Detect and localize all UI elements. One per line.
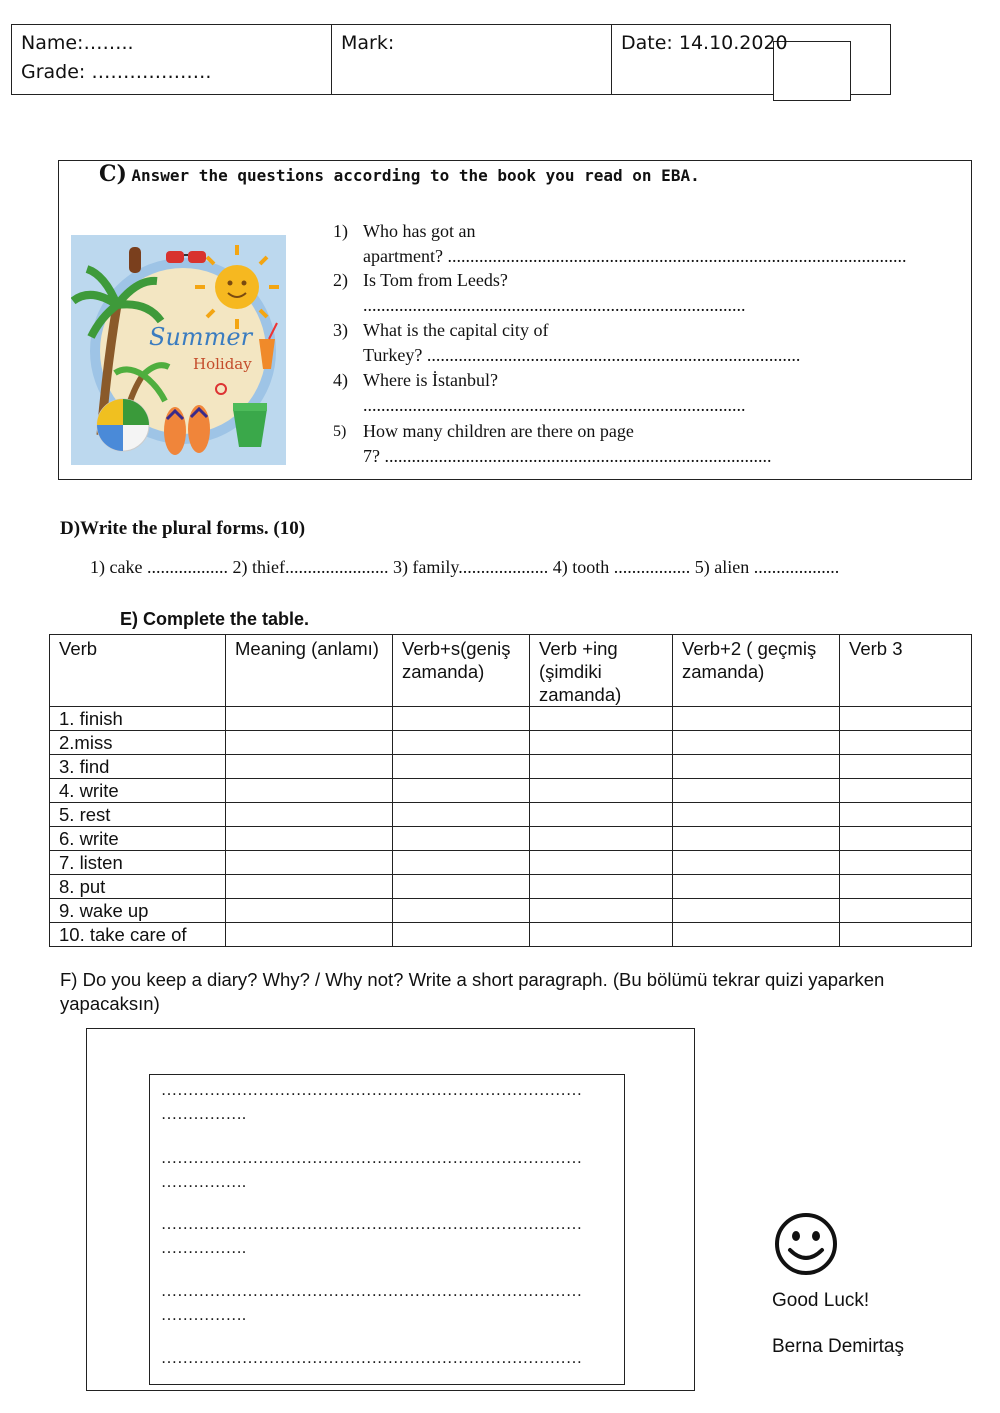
question-3-text: What is the capital city of — [363, 320, 549, 340]
writing-line[interactable]: …………………………………………………………………… — [161, 1082, 583, 1099]
question-1-number: 1) — [333, 221, 348, 241]
image-caption-holiday: Holiday — [193, 355, 252, 373]
verb-cell: 2.miss — [50, 731, 226, 755]
answer-cell[interactable] — [393, 779, 530, 803]
section-d-plural-items[interactable]: 1) cake .................. 2) thief....................... 3) family.................... 4) tooth ................. 5) alien ................... — [90, 557, 840, 577]
answer-cell[interactable] — [393, 803, 530, 827]
answer-cell[interactable] — [226, 899, 393, 923]
answer-cell[interactable] — [226, 707, 393, 731]
verb-cell: 3. find — [50, 755, 226, 779]
answer-cell[interactable] — [393, 755, 530, 779]
answer-cell[interactable] — [226, 923, 393, 947]
answer-cell[interactable] — [226, 851, 393, 875]
author-name: Berna Demirtaş — [772, 1336, 904, 1357]
answer-cell[interactable] — [840, 899, 972, 923]
grade-field[interactable]: Grade: ………………. — [21, 61, 212, 83]
answer-cell[interactable] — [530, 731, 673, 755]
verb-cell: 10. take care of — [50, 923, 226, 947]
answer-cell[interactable] — [393, 923, 530, 947]
verb-table-body — [50, 707, 972, 947]
ice-cream-icon — [129, 247, 141, 273]
answer-cell[interactable] — [226, 731, 393, 755]
answer-cell[interactable] — [840, 731, 972, 755]
answer-cell[interactable] — [530, 875, 673, 899]
verb-cell: 9. wake up — [50, 899, 226, 923]
answer-cell[interactable] — [393, 731, 530, 755]
answer-cell[interactable] — [530, 755, 673, 779]
question-4-answer-line[interactable]: ..................................................................................... — [363, 395, 746, 415]
answer-cell[interactable] — [840, 779, 972, 803]
verb-cell: 8. put — [50, 875, 226, 899]
answer-cell[interactable] — [530, 827, 673, 851]
answer-cell[interactable] — [530, 779, 673, 803]
verb-table-row — [50, 707, 972, 731]
good-luck-text: Good Luck! — [772, 1290, 870, 1311]
answer-cell[interactable] — [226, 755, 393, 779]
beach-ball-icon — [97, 399, 149, 451]
verb-table-header-row — [50, 635, 972, 707]
section-c-letter: C) — [99, 161, 127, 187]
section-c-instruction: Answer the questions according to the book you read on EBA. — [131, 166, 700, 185]
writing-line[interactable]: ……………. — [161, 1174, 247, 1191]
section-c-title — [99, 161, 700, 187]
answer-cell[interactable] — [673, 899, 840, 923]
answer-cell[interactable] — [673, 923, 840, 947]
answer-cell[interactable] — [673, 755, 840, 779]
verb-cell: 6. write — [50, 827, 226, 851]
verb-table-row — [50, 923, 972, 947]
name-grade-cell — [12, 25, 332, 94]
verb-table-row — [50, 731, 972, 755]
answer-cell[interactable] — [530, 899, 673, 923]
answer-cell[interactable] — [226, 803, 393, 827]
answer-cell[interactable] — [673, 851, 840, 875]
date-cell — [612, 25, 890, 94]
question-5-text: How many children are there on page — [363, 421, 634, 441]
section-d-title: D)Write the plural forms. (10) — [60, 518, 306, 539]
answer-cell[interactable] — [840, 803, 972, 827]
question-2-text: Is Tom from Leeds? — [363, 270, 508, 290]
question-4-text: Where is İstanbul? — [363, 370, 498, 390]
answer-cell[interactable] — [673, 779, 840, 803]
summer-holiday-image — [71, 235, 286, 465]
header-verb-ing: Verb +ing (şimdiki zamanda) — [530, 635, 673, 707]
smiley-face-icon — [774, 1212, 838, 1276]
question-5-answer-line[interactable]: 7? ...................................................................................... — [363, 446, 772, 466]
image-caption-summer: Summer — [149, 323, 253, 351]
writing-line[interactable]: …………………………………………………………………… — [161, 1216, 583, 1233]
question-2-number: 2) — [333, 270, 348, 290]
verb-table-row — [50, 755, 972, 779]
verb-table-row — [50, 851, 972, 875]
writing-line[interactable]: ……………. — [161, 1307, 247, 1324]
verb-table-row — [50, 875, 972, 899]
header-table — [11, 24, 891, 95]
answer-cell[interactable] — [393, 851, 530, 875]
date-label: Date: 14.10.2020 — [621, 32, 788, 54]
verb-table-row — [50, 779, 972, 803]
answer-cell[interactable] — [673, 875, 840, 899]
answer-cell[interactable] — [393, 899, 530, 923]
answer-cell[interactable] — [226, 827, 393, 851]
verb-table-row — [50, 899, 972, 923]
header-verb-s: Verb+s(geniş zamanda) — [393, 635, 530, 707]
answer-cell[interactable] — [673, 731, 840, 755]
answer-cell[interactable] — [840, 875, 972, 899]
answer-cell[interactable] — [226, 875, 393, 899]
writing-line[interactable]: …………………………………………………………………… — [161, 1350, 583, 1367]
section-c-box — [58, 160, 972, 480]
mark-label: Mark: — [341, 32, 395, 54]
answer-cell[interactable] — [226, 779, 393, 803]
writing-line[interactable]: …………………………………………………………………… — [161, 1283, 583, 1300]
question-5-number: 5) — [333, 423, 347, 440]
header-verb-2: Verb+2 ( geçmiş zamanda) — [673, 635, 840, 707]
question-2-answer-line[interactable]: ..................................................................................... — [363, 295, 746, 315]
answer-cell[interactable] — [530, 803, 673, 827]
answer-cell[interactable] — [393, 707, 530, 731]
answer-cell[interactable] — [840, 923, 972, 947]
section-f-instruction: F) Do you keep a diary? Why? / Why not? Write a short paragraph. (Bu bölümü tekrar quizi yaparken yapacaksın) — [60, 969, 885, 1014]
answer-cell[interactable] — [530, 707, 673, 731]
verb-cell: 5. rest — [50, 803, 226, 827]
header-verb-3: Verb 3 — [840, 635, 972, 707]
mark-cell — [332, 25, 612, 94]
writing-line[interactable]: ……………. — [161, 1106, 247, 1123]
answer-cell[interactable] — [673, 707, 840, 731]
answer-cell[interactable] — [840, 851, 972, 875]
verb-table-row — [50, 803, 972, 827]
answer-cell[interactable] — [840, 755, 972, 779]
answer-cell[interactable] — [530, 851, 673, 875]
answer-cell[interactable] — [840, 827, 972, 851]
question-1-text: Who has got an — [363, 221, 476, 241]
question-3-number: 3) — [333, 320, 348, 340]
verb-cell: 7. listen — [50, 851, 226, 875]
header-meaning: Meaning (anlamı) — [226, 635, 393, 707]
answer-cell[interactable] — [673, 803, 840, 827]
verb-cell: 1. finish — [50, 707, 226, 731]
answer-cell[interactable] — [840, 707, 972, 731]
answer-cell[interactable] — [673, 827, 840, 851]
question-4-number: 4) — [333, 370, 348, 390]
writing-line[interactable]: …………………………………………………………………… — [161, 1150, 583, 1167]
name-field[interactable]: Name:…….. — [21, 32, 134, 54]
question-1-answer-line[interactable]: apartment? ...................................................................................................... — [363, 246, 907, 266]
verb-cell: 4. write — [50, 779, 226, 803]
answer-cell[interactable] — [393, 875, 530, 899]
writing-line[interactable]: ……………. — [161, 1240, 247, 1257]
verb-table-row — [50, 827, 972, 851]
answer-cell[interactable] — [393, 827, 530, 851]
verb-table — [49, 634, 972, 947]
section-e-title: E) Complete the table. — [120, 609, 310, 629]
answer-cell[interactable] — [530, 923, 673, 947]
question-3-answer-line[interactable]: Turkey? ................................................................................... — [363, 345, 801, 365]
header-verb: Verb — [50, 635, 226, 707]
